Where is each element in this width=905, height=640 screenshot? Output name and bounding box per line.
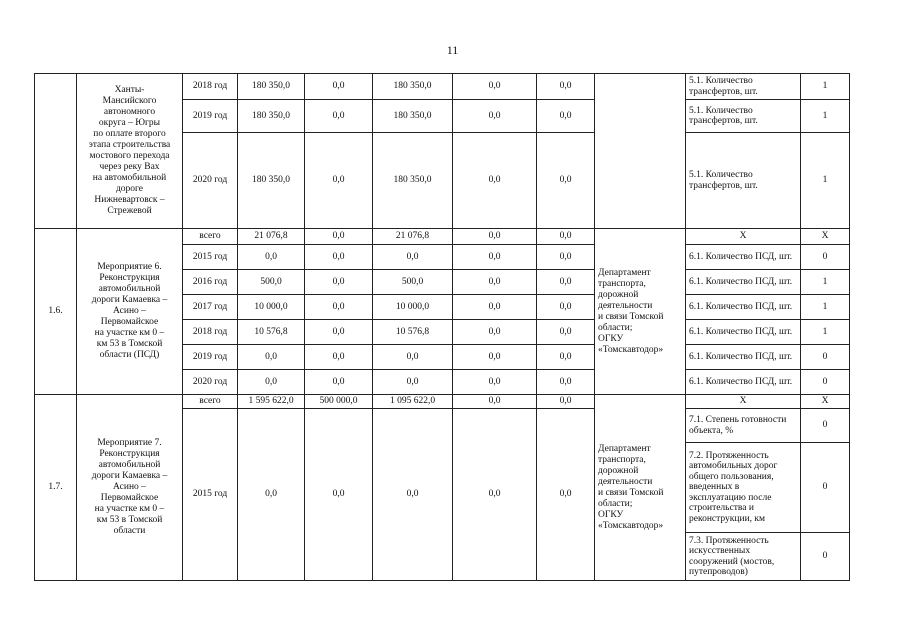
- total-amount: 500,0: [238, 270, 305, 295]
- indicator-value: 0: [801, 533, 850, 581]
- federal-amount: 0,0: [305, 133, 373, 229]
- federal-amount: 0,0: [305, 270, 373, 295]
- year-cell: 2018 год: [183, 320, 238, 345]
- regional-amount: 21 076,8: [373, 229, 453, 245]
- other-amount: 0,0: [537, 229, 595, 245]
- indicator-value: 0: [801, 370, 850, 395]
- indicator-name: 7.2. Протяженность автомобильных дорог общего пользования, введенных в эксплуатацию после строительства и реконструкции, км: [686, 443, 801, 533]
- federal-amount: 0,0: [305, 295, 373, 320]
- total-amount: 0,0: [238, 409, 305, 581]
- indicator-name: 6.1. Количество ПСД, шт.: [686, 245, 801, 270]
- year-cell: 2019 год: [183, 345, 238, 370]
- local-amount: 0,0: [453, 395, 537, 409]
- regional-amount: 1 095 622,0: [373, 395, 453, 409]
- row-number: 1.7.: [35, 395, 77, 581]
- responsible-executor: [595, 74, 686, 229]
- regional-amount: 10 000,0: [373, 295, 453, 320]
- indicator-name: 6.1. Количество ПСД, шт.: [686, 370, 801, 395]
- local-amount: 0,0: [453, 100, 537, 133]
- local-amount: 0,0: [453, 270, 537, 295]
- regional-amount: 180 350,0: [373, 100, 453, 133]
- local-amount: 0,0: [453, 229, 537, 245]
- row-number: [35, 74, 77, 229]
- other-amount: 0,0: [537, 320, 595, 345]
- responsible-executor: Департамент транспорта, дорожной деятельности и связи Томской области; ОГКУ «Томскавтодор»: [595, 229, 686, 395]
- other-amount: 0,0: [537, 295, 595, 320]
- total-amount: 0,0: [238, 345, 305, 370]
- indicator-value: 1: [801, 133, 850, 229]
- local-amount: 0,0: [453, 370, 537, 395]
- total-amount: 180 350,0: [238, 100, 305, 133]
- federal-amount: 0,0: [305, 245, 373, 270]
- activity-description: Ханты- Мансийского автономного округа – Югры по оплате второго этапа строительства мостового перехода через реку Вах на автомобильной дороге Нижневартовск – Стрежевой: [77, 74, 183, 229]
- program-activities-table: [34, 73, 850, 581]
- regional-amount: 180 350,0: [373, 133, 453, 229]
- indicator-name: 5.1. Количество трансфертов, шт.: [686, 100, 801, 133]
- federal-amount: 0,0: [305, 320, 373, 345]
- total-amount: 10 000,0: [238, 295, 305, 320]
- federal-amount: 0,0: [305, 74, 373, 100]
- indicator-name: 5.1. Количество трансфертов, шт.: [686, 133, 801, 229]
- regional-amount: 0,0: [373, 370, 453, 395]
- other-amount: 0,0: [537, 370, 595, 395]
- activity-description: Мероприятие 7. Реконструкция автомобильной дороги Камаевка – Асино – Первомайское на участке км 0 – км 53 в Томской области: [77, 395, 183, 581]
- table-row: [35, 395, 850, 409]
- indicator-value: 1: [801, 295, 850, 320]
- indicator-name: X: [686, 395, 801, 409]
- year-cell: 2018 год: [183, 74, 238, 100]
- local-amount: 0,0: [453, 409, 537, 581]
- year-cell: 2019 год: [183, 100, 238, 133]
- year-cell: 2015 год: [183, 245, 238, 270]
- indicator-name: 5.1. Количество трансфертов, шт.: [686, 74, 801, 100]
- other-amount: 0,0: [537, 270, 595, 295]
- year-cell: всего: [183, 395, 238, 409]
- indicator-name: 7.3. Протяженность искусственных сооружений (мостов, путепроводов): [686, 533, 801, 581]
- local-amount: 0,0: [453, 245, 537, 270]
- year-cell: 2016 год: [183, 270, 238, 295]
- total-amount: 0,0: [238, 245, 305, 270]
- regional-amount: 0,0: [373, 409, 453, 581]
- total-amount: 10 576,8: [238, 320, 305, 345]
- responsible-executor: Департамент транспорта, дорожной деятельности и связи Томской области; ОГКУ «Томскавтодор»: [595, 395, 686, 581]
- other-amount: 0,0: [537, 345, 595, 370]
- indicator-value: X: [801, 395, 850, 409]
- regional-amount: 500,0: [373, 270, 453, 295]
- activity-description: Мероприятие 6. Реконструкция автомобильной дороги Камаевка – Асино – Первомайское на участке км 0 – км 53 в Томской области (ПСД): [77, 229, 183, 395]
- row-number: 1.6.: [35, 229, 77, 395]
- federal-amount: 0,0: [305, 370, 373, 395]
- total-amount: 0,0: [238, 370, 305, 395]
- indicator-value: 1: [801, 74, 850, 100]
- other-amount: 0,0: [537, 74, 595, 100]
- other-amount: 0,0: [537, 409, 595, 581]
- indicator-value: 1: [801, 100, 850, 133]
- local-amount: 0,0: [453, 74, 537, 100]
- federal-amount: 0,0: [305, 409, 373, 581]
- indicator-value: 1: [801, 320, 850, 345]
- indicator-name: 6.1. Количество ПСД, шт.: [686, 270, 801, 295]
- year-cell: всего: [183, 229, 238, 245]
- local-amount: 0,0: [453, 320, 537, 345]
- table-row: [35, 74, 850, 100]
- regional-amount: 0,0: [373, 245, 453, 270]
- year-cell: 2015 год: [183, 409, 238, 581]
- other-amount: 0,0: [537, 395, 595, 409]
- table-row: [35, 229, 850, 245]
- page-number: 11: [446, 43, 459, 57]
- total-amount: 1 595 622,0: [238, 395, 305, 409]
- other-amount: 0,0: [537, 133, 595, 229]
- federal-amount: 0,0: [305, 229, 373, 245]
- federal-amount: 0,0: [305, 345, 373, 370]
- local-amount: 0,0: [453, 345, 537, 370]
- other-amount: 0,0: [537, 100, 595, 133]
- year-cell: 2017 год: [183, 295, 238, 320]
- federal-amount: 0,0: [305, 100, 373, 133]
- total-amount: 21 076,8: [238, 229, 305, 245]
- indicator-name: 6.1. Количество ПСД, шт.: [686, 345, 801, 370]
- indicator-name: 6.1. Количество ПСД, шт.: [686, 295, 801, 320]
- indicator-value: 0: [801, 409, 850, 443]
- indicator-value: 1: [801, 270, 850, 295]
- indicator-value: 0: [801, 345, 850, 370]
- regional-amount: 180 350,0: [373, 74, 453, 100]
- indicator-value: 0: [801, 245, 850, 270]
- federal-amount: 500 000,0: [305, 395, 373, 409]
- total-amount: 180 350,0: [238, 74, 305, 100]
- total-amount: 180 350,0: [238, 133, 305, 229]
- local-amount: 0,0: [453, 295, 537, 320]
- regional-amount: 0,0: [373, 345, 453, 370]
- local-amount: 0,0: [453, 133, 537, 229]
- indicator-name: 7.1. Степень готовности объекта, %: [686, 409, 801, 443]
- indicator-value: X: [801, 229, 850, 245]
- indicator-name: 6.1. Количество ПСД, шт.: [686, 320, 801, 345]
- indicator-value: 0: [801, 443, 850, 533]
- year-cell: 2020 год: [183, 133, 238, 229]
- regional-amount: 10 576,8: [373, 320, 453, 345]
- year-cell: 2020 год: [183, 370, 238, 395]
- other-amount: 0,0: [537, 245, 595, 270]
- indicator-name: X: [686, 229, 801, 245]
